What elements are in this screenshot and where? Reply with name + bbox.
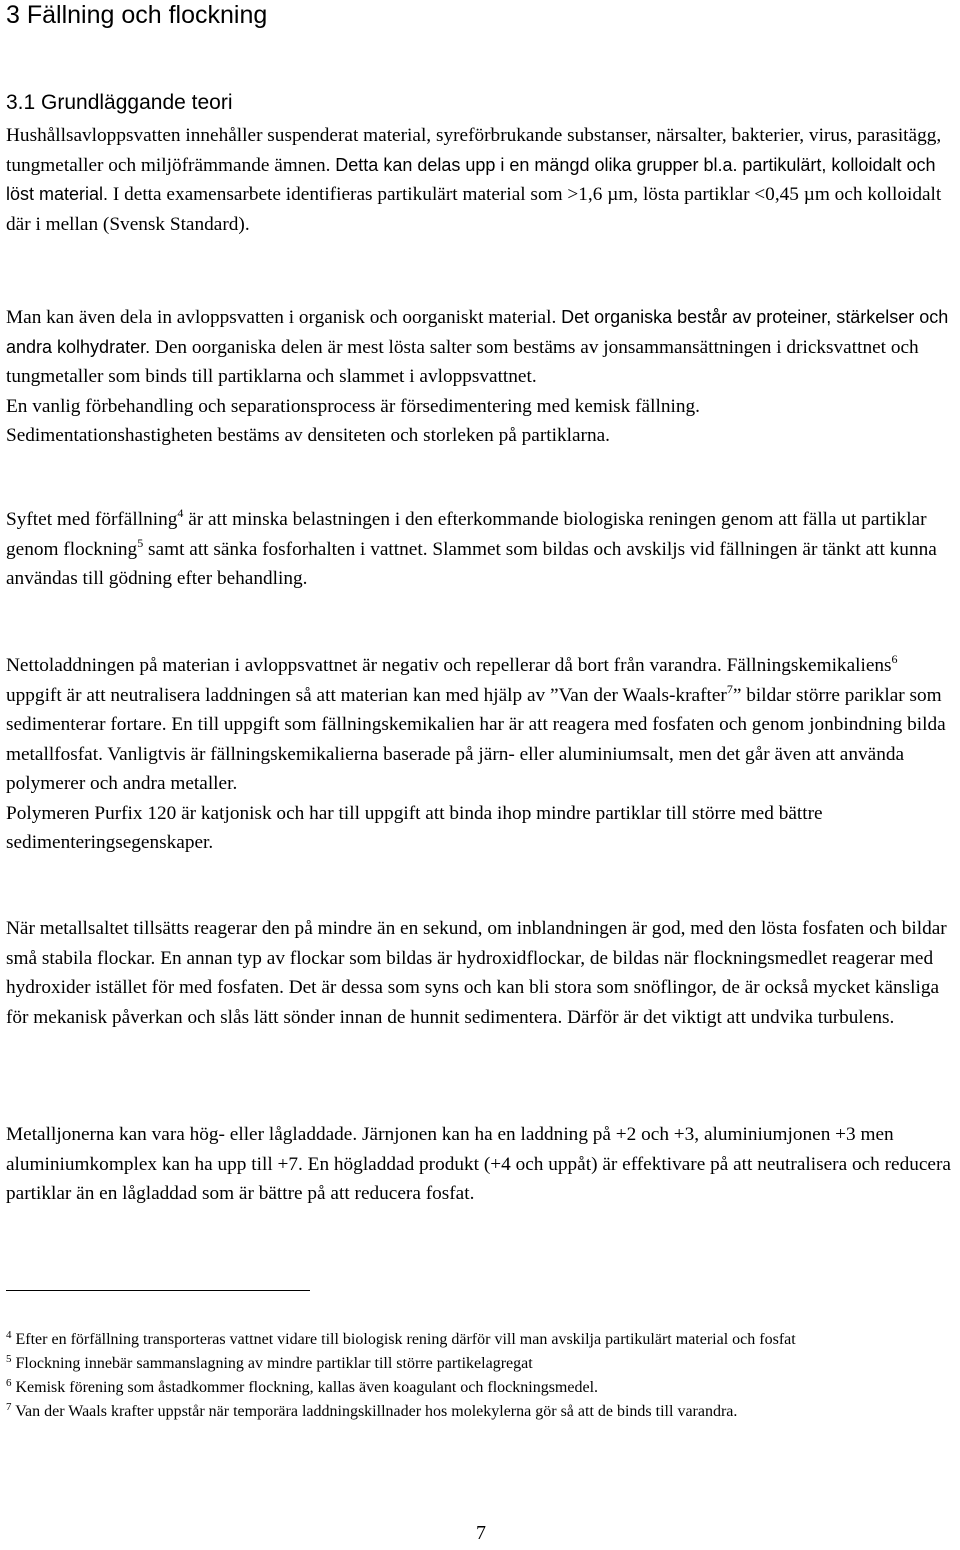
footnote-ref-4: 4 bbox=[177, 506, 184, 520]
footnote-ref-6: 6 bbox=[891, 652, 898, 666]
footnote-4 bbox=[6, 1328, 960, 1352]
paragraph-4-text-a: Nettoladdningen på materian i avloppsvattnet är negativ och repellerar då bort från varandra. Fällningskemikaliens bbox=[6, 655, 892, 676]
paragraph-2-text-b: Det organiska består av proteiner, stärkelser och andra kolhydrater. bbox=[6, 307, 949, 357]
paragraph-3-text-a: Syftet med förfällning bbox=[6, 509, 178, 530]
paragraph-5-text: När metallsaltet tillsätts reagerar den på mindre än en sekund, om inblandningen är god, med den lösta fosfaten och bildar små stabila flockar. En annan typ av flockar som bildas är hydroxidflockar, de bildas när flockningsmedlet reagerar med hydroxider istället för med fosfaten. Det är dessa som syns och kan bli stora som snöflingor, de är också mycket känsliga för mekanisk påverkan och slås lätt sönder innan de hunnit sedimentera. Därför är det viktigt att undvika turbulens. bbox=[6, 918, 947, 1028]
paragraph-4-text-d: Polymeren Purfix 120 är katjonisk och har till uppgift att binda ihop mindre partiklar till större med bättre sedimenteringsegenskaper. bbox=[6, 802, 823, 853]
page-number: 7 bbox=[476, 1522, 486, 1544]
footnote-5 bbox=[6, 1352, 960, 1376]
paragraph-3-text-c: samt att sänka fosforhalten i vattnet. Slammet som bildas och avskiljs vid fällningen är tänkt att kunna användas till gödning efter behandling. bbox=[6, 538, 937, 589]
paragraph-2-text-a: Man kan även dela in avloppsvatten i organisk och oorganiskt material. bbox=[6, 307, 557, 328]
footnotes bbox=[6, 1328, 960, 1424]
paragraph-2-text-c: Den oorganiska delen är mest lösta salter som bestäms av jonsammansättningen i dricksvattnet och tungmetaller som binds till partiklarna och slammet i avloppsvattnet. bbox=[6, 336, 919, 387]
paragraph-5 bbox=[6, 914, 956, 1032]
paragraph-1-text-d: I detta examensarbete identifieras partikulärt material som >1,6 µm, lösta partiklar <0,45 µm och kolloidalt där i mellan (Svensk Standard). bbox=[6, 184, 942, 235]
footnote-text: Flockning innebär sammanslagning av mindre partiklar till större partikelagregat bbox=[15, 1355, 533, 1372]
paragraph-6 bbox=[6, 1120, 956, 1209]
footnote-number: 4 bbox=[6, 1329, 12, 1341]
footnote-ref-7: 7 bbox=[726, 681, 733, 696]
paragraph-3 bbox=[6, 505, 956, 594]
paragraph-1 bbox=[6, 121, 956, 239]
paragraph-2-text-e: Sedimentationshastigheten bestäms av densiteten och storleken på partiklarna. bbox=[6, 425, 610, 446]
footnote-text: Efter en förfällning transporteras vattnet vidare till biologisk rening därför vill man avskilja partikulärt material och fosfat bbox=[15, 1331, 796, 1348]
footnote-number: 6 bbox=[6, 1377, 12, 1389]
footnote-divider bbox=[6, 1290, 310, 1291]
footnote-ref-5: 5 bbox=[137, 535, 144, 550]
footnote-number: 7 bbox=[6, 1401, 12, 1413]
paragraph-1-text-a: Hushållsavloppsvatten innehåller suspenderat material, syreförbrukande substanser, närsalter, bakterier, virus, parasitägg, tungmetaller och miljöfrämmande ämnen. bbox=[6, 125, 942, 176]
footnote-text: Van der Waals krafter uppstår när temporära laddningskillnader hos molekylerna gör så att de binds till varandra. bbox=[15, 1403, 738, 1420]
chapter-heading: 3 Fällning och flockning bbox=[6, 1, 268, 29]
footnote-text: Kemisk förening som åstadkommer flockning, kallas även koagulant och flockningsmedel. bbox=[15, 1379, 599, 1396]
paragraph-4-text-b: uppgift är att neutralisera laddningen så att materian kan med hjälp av ”Van der Waals-krafter bbox=[6, 684, 727, 706]
paragraph-1-text-c: partikulärt, kolloidalt och löst material. bbox=[6, 154, 936, 204]
paragraph-2-text-d: En vanlig förbehandling och separationsprocess är försedimentering med kemisk fällning. bbox=[6, 395, 700, 417]
footnote-number: 5 bbox=[6, 1353, 12, 1365]
paragraph-2 bbox=[6, 303, 956, 451]
paragraph-3-text-b: är att minska belastningen i den efterkommande biologiska reningen genom att fälla ut partiklar genom flockning bbox=[6, 509, 927, 560]
paragraph-4-text-c: ” bildar större pariklar som sedimenterar fortare. En till uppgift som fällningskemikalien har är att reagera med fosfaten och genom jonbindning bilda metallfosfat. Vanligtvis är fällningskemikalierna baserade på järn- eller aluminiumsalt, men det går även att använda polymerer och andra metaller. bbox=[6, 684, 946, 794]
paragraph-1-text-b: Detta kan delas upp i en mängd olika grupper bl.a. bbox=[335, 154, 738, 175]
paragraph-4 bbox=[6, 651, 956, 858]
paragraph-6-text: Metalljonerna kan vara hög- eller lågladdade. Järnjonen kan ha en laddning på +2 och +3, aluminiumjonen +3 men aluminiumkomplex kan ha upp till +7. En högladdad produkt (+4 och uppåt) är effektivare på att neutralisera och reducera partiklar än en lågladdad som är bättre på att reducera fosfat. bbox=[6, 1124, 951, 1204]
section-heading: 3.1 Grundläggande teori bbox=[6, 91, 233, 114]
footnote-7 bbox=[6, 1400, 960, 1424]
footnote-6 bbox=[6, 1376, 960, 1400]
